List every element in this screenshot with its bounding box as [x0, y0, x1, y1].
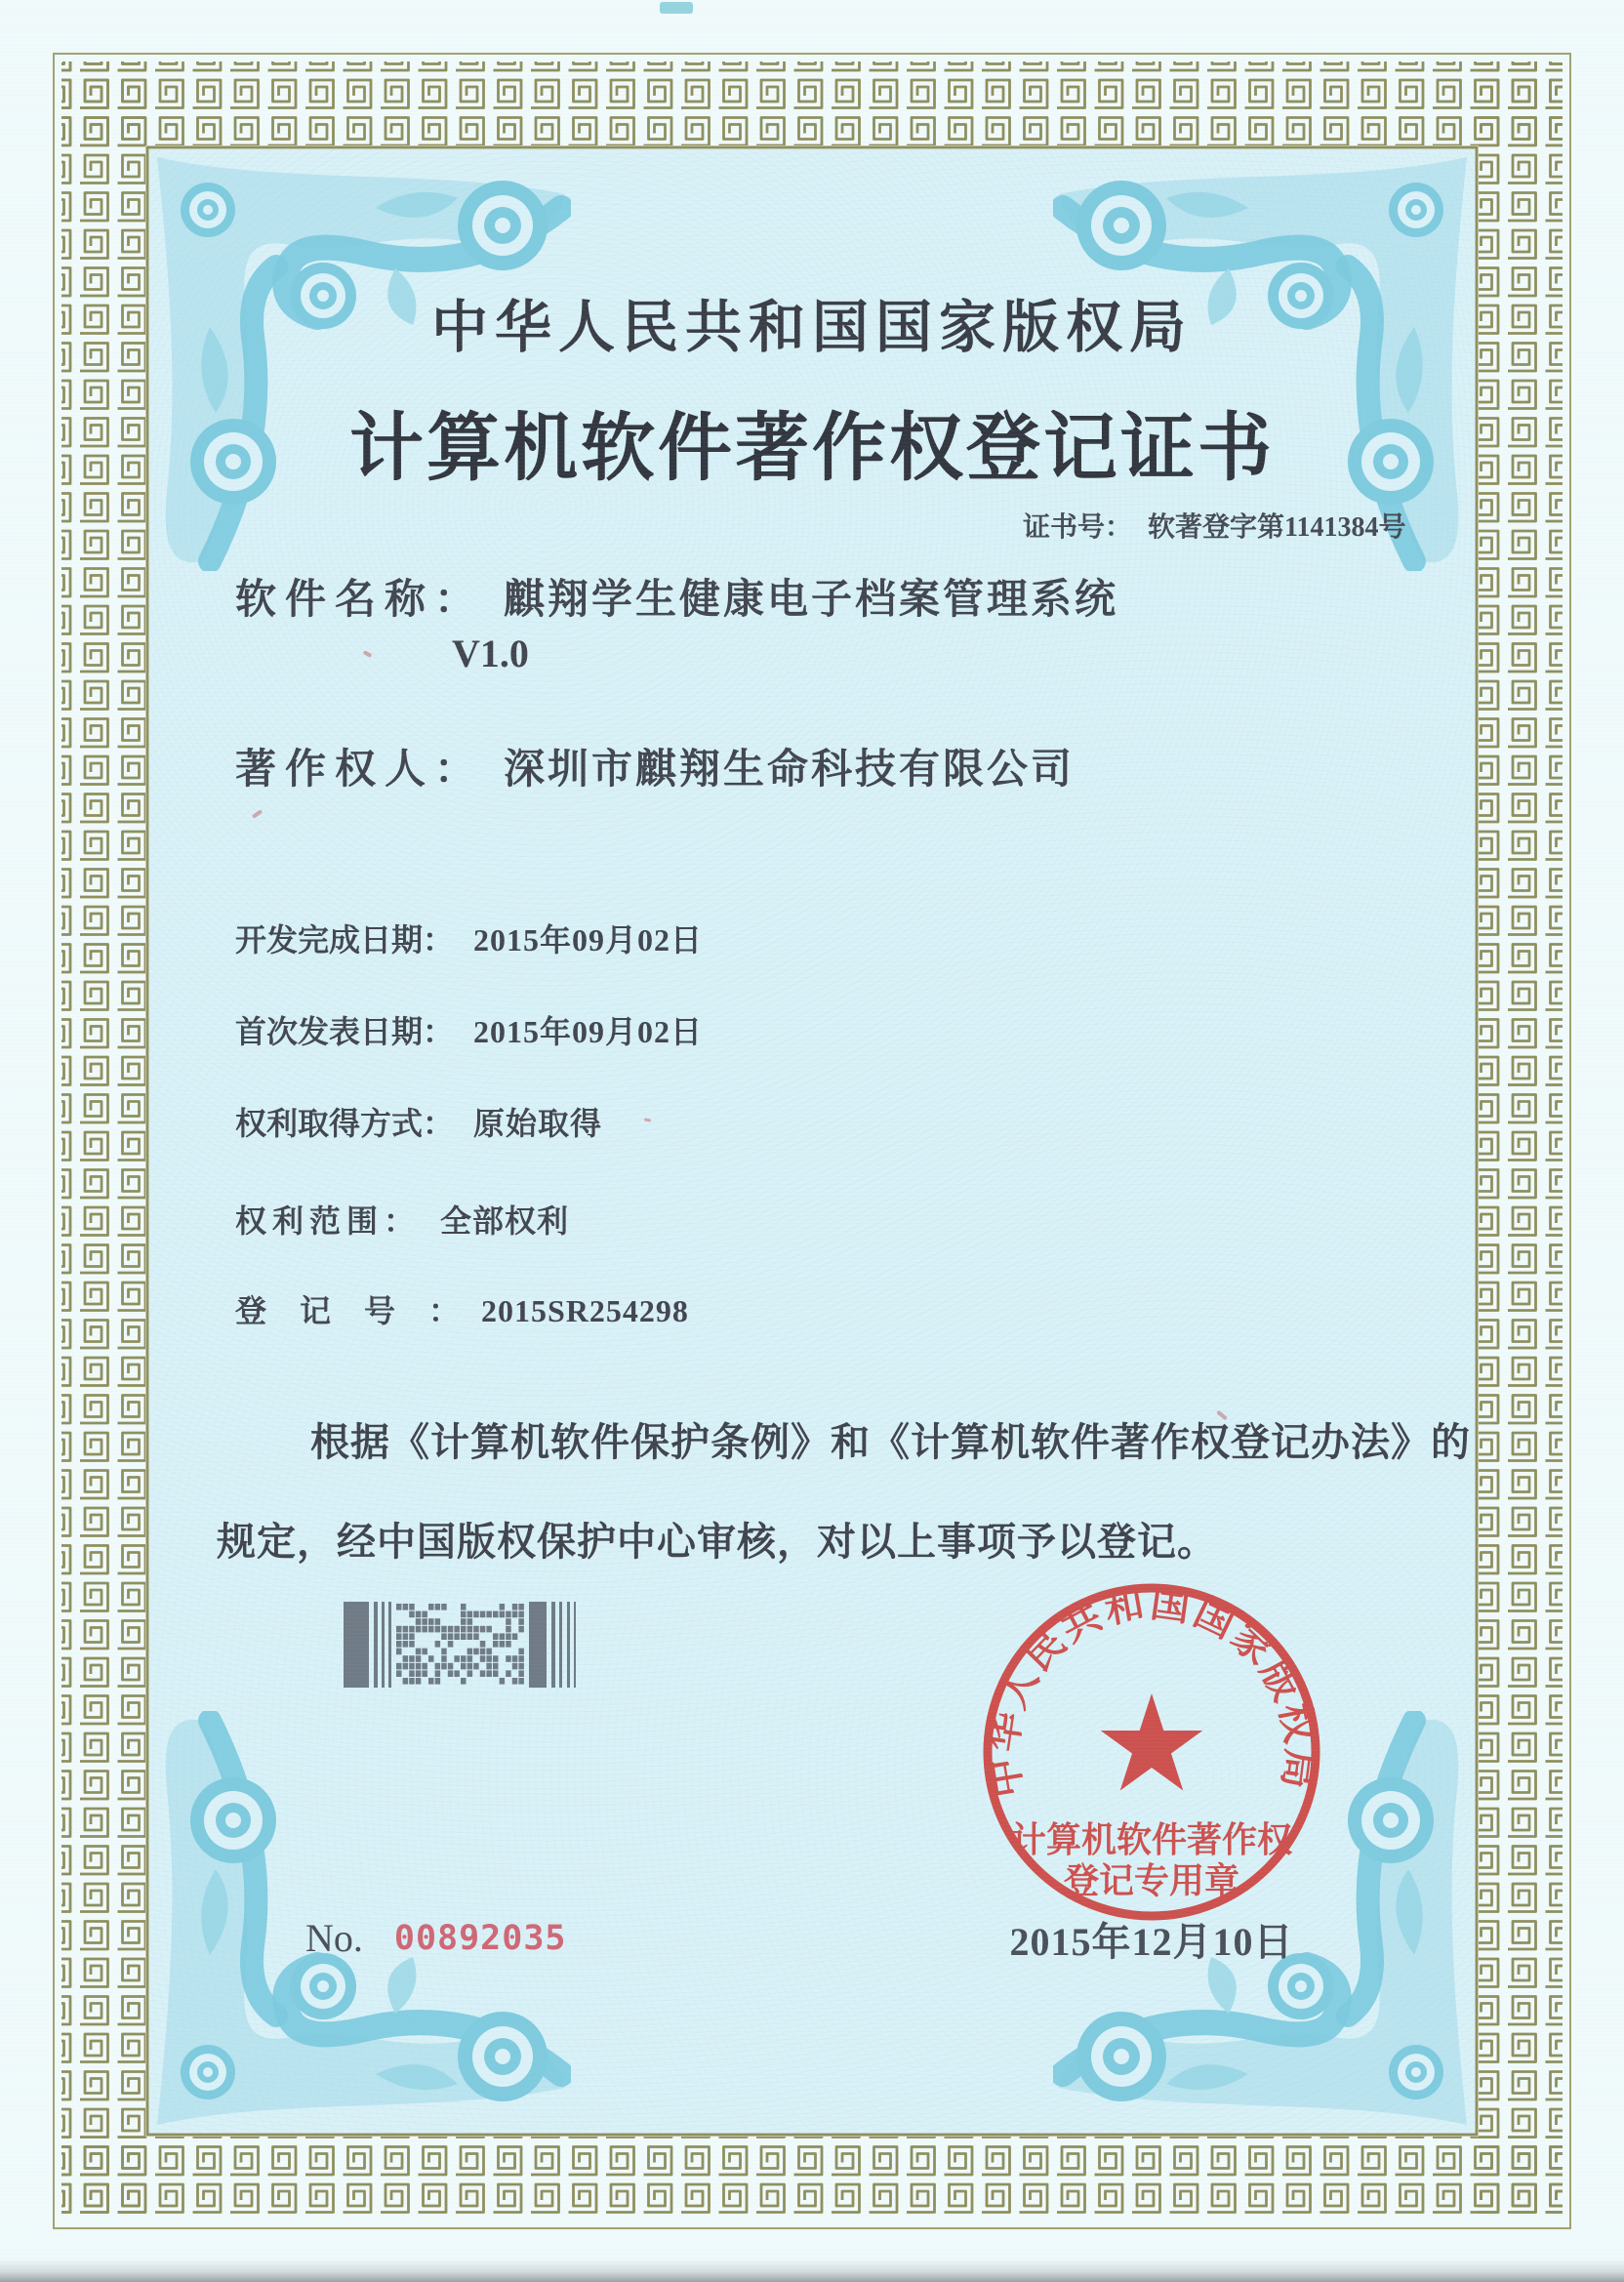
field-copyright-holder — [235, 748, 1075, 793]
seal-ring-text: 中华人民共和国国家版权局 — [980, 1580, 1323, 1801]
serial-number: 00892035 — [393, 1919, 567, 1958]
issuing-authority: 中华人民共和国国家版权局 — [430, 296, 1193, 359]
dev-date-label: 开发完成日期： — [235, 922, 455, 958]
seal-star — [1101, 1693, 1203, 1791]
field-first-publish-date — [235, 1015, 703, 1049]
registration-number-label: 登记号： — [235, 1293, 494, 1328]
software-name-value: 麒翔学生健康电子档案管理系统 — [504, 578, 1119, 623]
serial-label: No. — [305, 1916, 363, 1960]
rights-acquisition-label: 权利取得方式： — [235, 1106, 455, 1141]
barcode — [344, 1602, 584, 1688]
seal-text-line2: 登记专用章 — [1063, 1861, 1240, 1900]
certificate-number-line — [1023, 506, 1405, 545]
certificate-title: 计算机软件著作权登记证书 — [349, 408, 1275, 490]
software-name-label: 软件名称： — [235, 578, 485, 623]
seal-date: 2015年12月10日 — [1009, 1920, 1294, 1964]
rights-scope-label: 权利范围： — [235, 1203, 422, 1239]
scan-edge-mark — [660, 2, 693, 14]
copyright-holder-label: 著作权人： — [235, 748, 485, 793]
certificate-number-value: 软著登字第1141384号 — [1148, 512, 1406, 543]
serial-number-line — [305, 1915, 566, 1961]
seal-text-line1: 计算机软件著作权 — [1010, 1820, 1293, 1859]
certificate-number-label: 证书号： — [1023, 512, 1133, 543]
statement-line-2: 规定，经中国版权保护中心审核，对以上事项予以登记。 — [217, 1520, 1217, 1564]
field-software-name — [235, 578, 1118, 623]
rights-acquisition-value: 原始取得 — [473, 1106, 603, 1141]
field-rights-scope — [235, 1204, 569, 1239]
rights-scope-value: 全部权利 — [440, 1203, 570, 1239]
publish-date-label: 首次发表日期： — [235, 1014, 455, 1049]
publish-date-value: 2015年09月02日 — [473, 1014, 704, 1049]
copyright-holder-value: 深圳市麒翔生命科技有限公司 — [504, 748, 1076, 793]
official-seal — [956, 1557, 1347, 1947]
dev-date-value: 2015年09月02日 — [473, 922, 704, 958]
field-registration-number — [235, 1294, 689, 1328]
field-rights-acquisition — [235, 1107, 602, 1141]
statement-line-1: 根据《计算机软件保护条例》和《计算机软件著作权登记办法》的 — [310, 1420, 1471, 1464]
registration-number-value: 2015SR254298 — [481, 1293, 689, 1328]
field-dev-complete-date — [235, 923, 703, 958]
scan-bottom-shadow — [0, 2259, 1624, 2282]
software-version: V1.0 — [452, 632, 529, 675]
